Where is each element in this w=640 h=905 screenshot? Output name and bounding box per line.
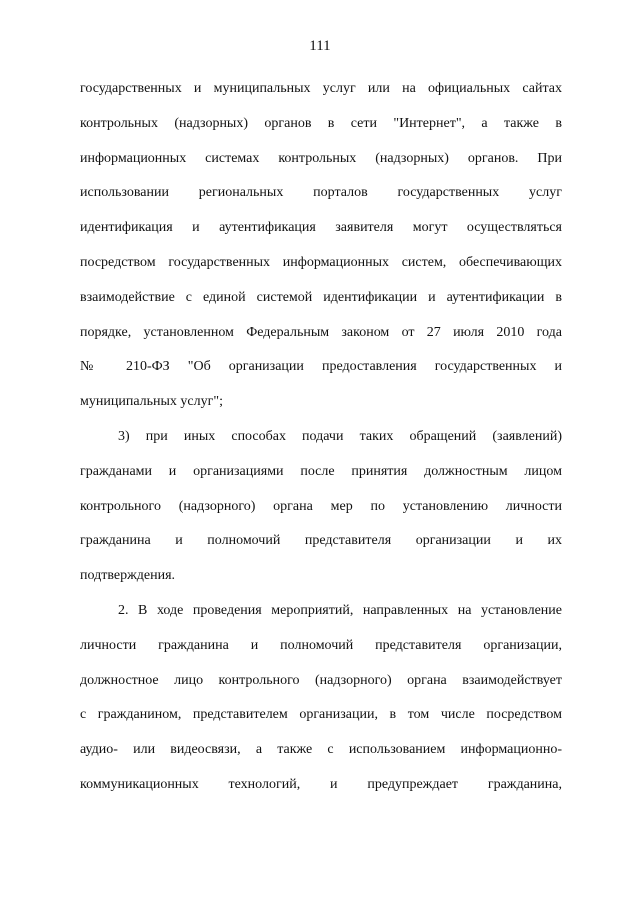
text-line: аудио- или видеосвязи, а также с использованием информационно- (80, 742, 562, 758)
text-line: № 210-ФЗ "Об организации предоставления государственных и (80, 359, 562, 375)
text-line: идентификация и аутентификация заявителя могут осуществляться (80, 220, 562, 236)
text-line: муниципальных услуг"; (80, 394, 223, 410)
text-line: контрольных (надзорных) органов в сети "Интернет", а также в (80, 115, 562, 131)
text-line: взаимодействие с единой системой идентификации и аутентификации в (80, 289, 562, 305)
text-line: порядке, установленном Федеральным законом от 27 июля 2010 года (80, 324, 562, 340)
text-line: личности гражданина и полномочий представителя организации, (80, 637, 562, 653)
text-line: 3) при иных способах подачи таких обращений (заявлений) (118, 428, 562, 444)
text-line: гражданина и полномочий представителя организации и их (80, 533, 562, 549)
paragraph-item-3 (80, 420, 562, 594)
page-number: 111 (309, 38, 331, 54)
text-line: государственных и муниципальных услуг или на официальных сайтах (80, 81, 562, 96)
text-line: гражданами и организациями после принятия должностным лицом (80, 463, 562, 479)
text-line: должностное лицо контрольного (надзорного) органа взаимодействует (80, 672, 562, 688)
text-line: использовании региональных порталов государственных услуг (80, 185, 562, 201)
text-line: контрольного (надзорного) органа мер по установлению личности (80, 498, 562, 514)
paragraph-continuation (80, 72, 562, 420)
text-line: 2. В ходе проведения мероприятий, направленных на установление (118, 602, 562, 618)
text-line: посредством государственных информационных систем, обеспечивающих (80, 254, 562, 270)
text-line: с гражданином, представителем организации, в том числе посредством (80, 707, 562, 723)
text-line: информационных системах контрольных (надзорных) органов. При (80, 150, 562, 166)
text-line: подтверждения. (80, 568, 176, 584)
document-body (80, 72, 562, 803)
text-line: коммуникационных технологий, и предупреждает гражданина, (80, 776, 562, 792)
paragraph-item-2 (80, 594, 562, 803)
